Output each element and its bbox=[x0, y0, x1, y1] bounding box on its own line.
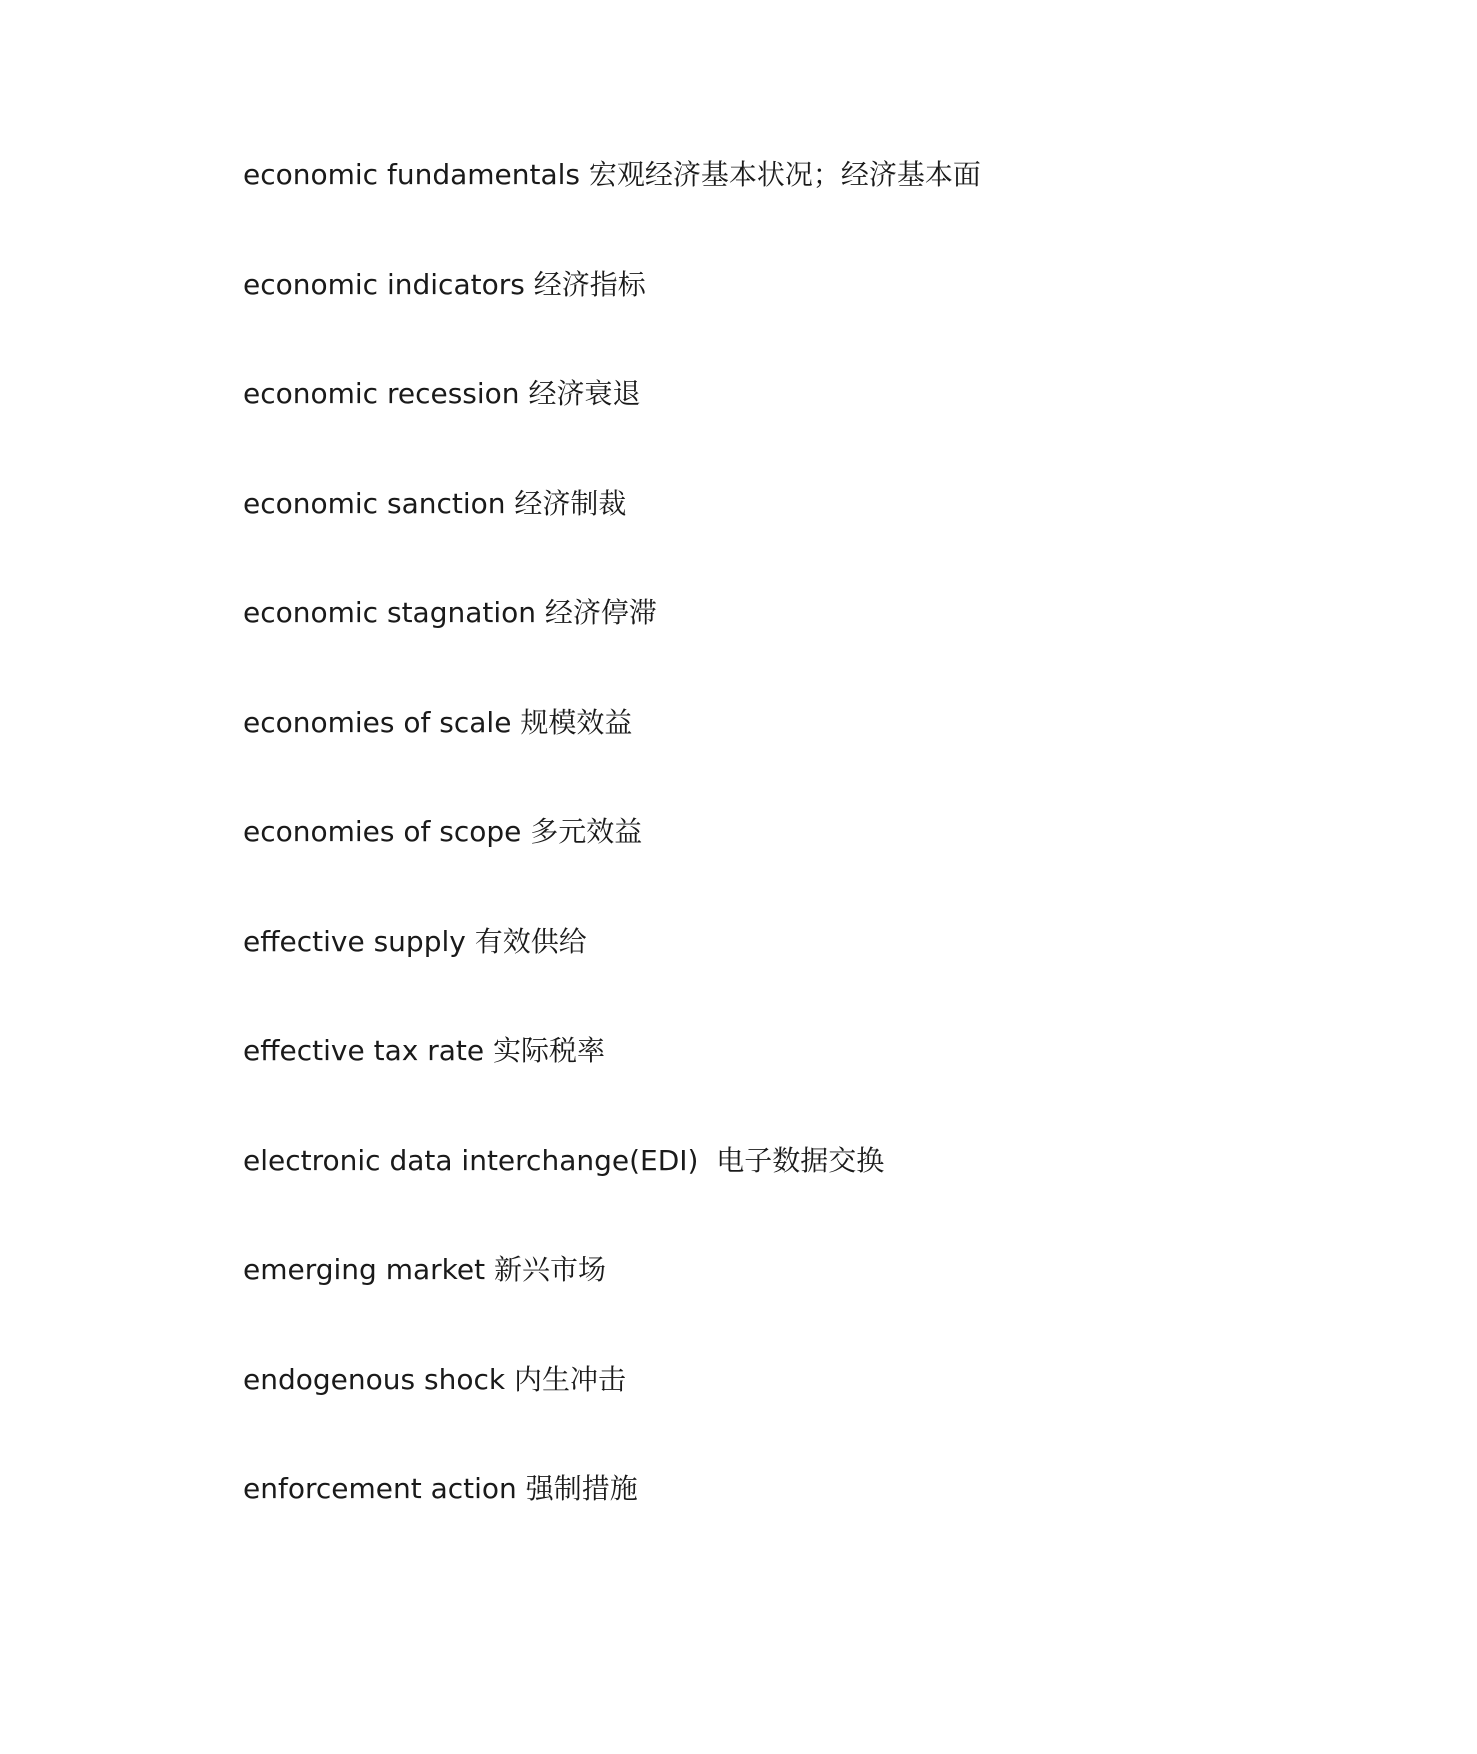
glossary-list bbox=[243, 152, 1343, 1576]
glossary-entry: economic recession 经济衰退 bbox=[243, 377, 641, 410]
glossary-entry: effective tax rate 实际税率 bbox=[243, 1034, 605, 1067]
glossary-entry: effective supply 有效供给 bbox=[243, 924, 587, 958]
glossary-entry: economic stagnation 经济停滞 bbox=[243, 596, 657, 629]
glossary-entry: economic fundamentals 宏观经济基本状况；经济基本面 bbox=[243, 158, 981, 191]
glossary-entry: economic indicators 经济指标 bbox=[243, 267, 646, 301]
glossary-entry: endogenous shock 内生冲击 bbox=[243, 1362, 626, 1396]
glossary-entry: economies of scope 多元效益 bbox=[243, 815, 643, 848]
glossary-entry: economic sanction 经济制裁 bbox=[243, 486, 627, 520]
glossary-entry: economies of scale 规模效益 bbox=[243, 705, 633, 739]
glossary-entry: enforcement action 强制措施 bbox=[243, 1472, 638, 1505]
glossary-entry: emerging market 新兴市场 bbox=[243, 1253, 606, 1286]
glossary-entry: electronic data interchange(EDI) 电子数据交换 bbox=[243, 1143, 885, 1177]
